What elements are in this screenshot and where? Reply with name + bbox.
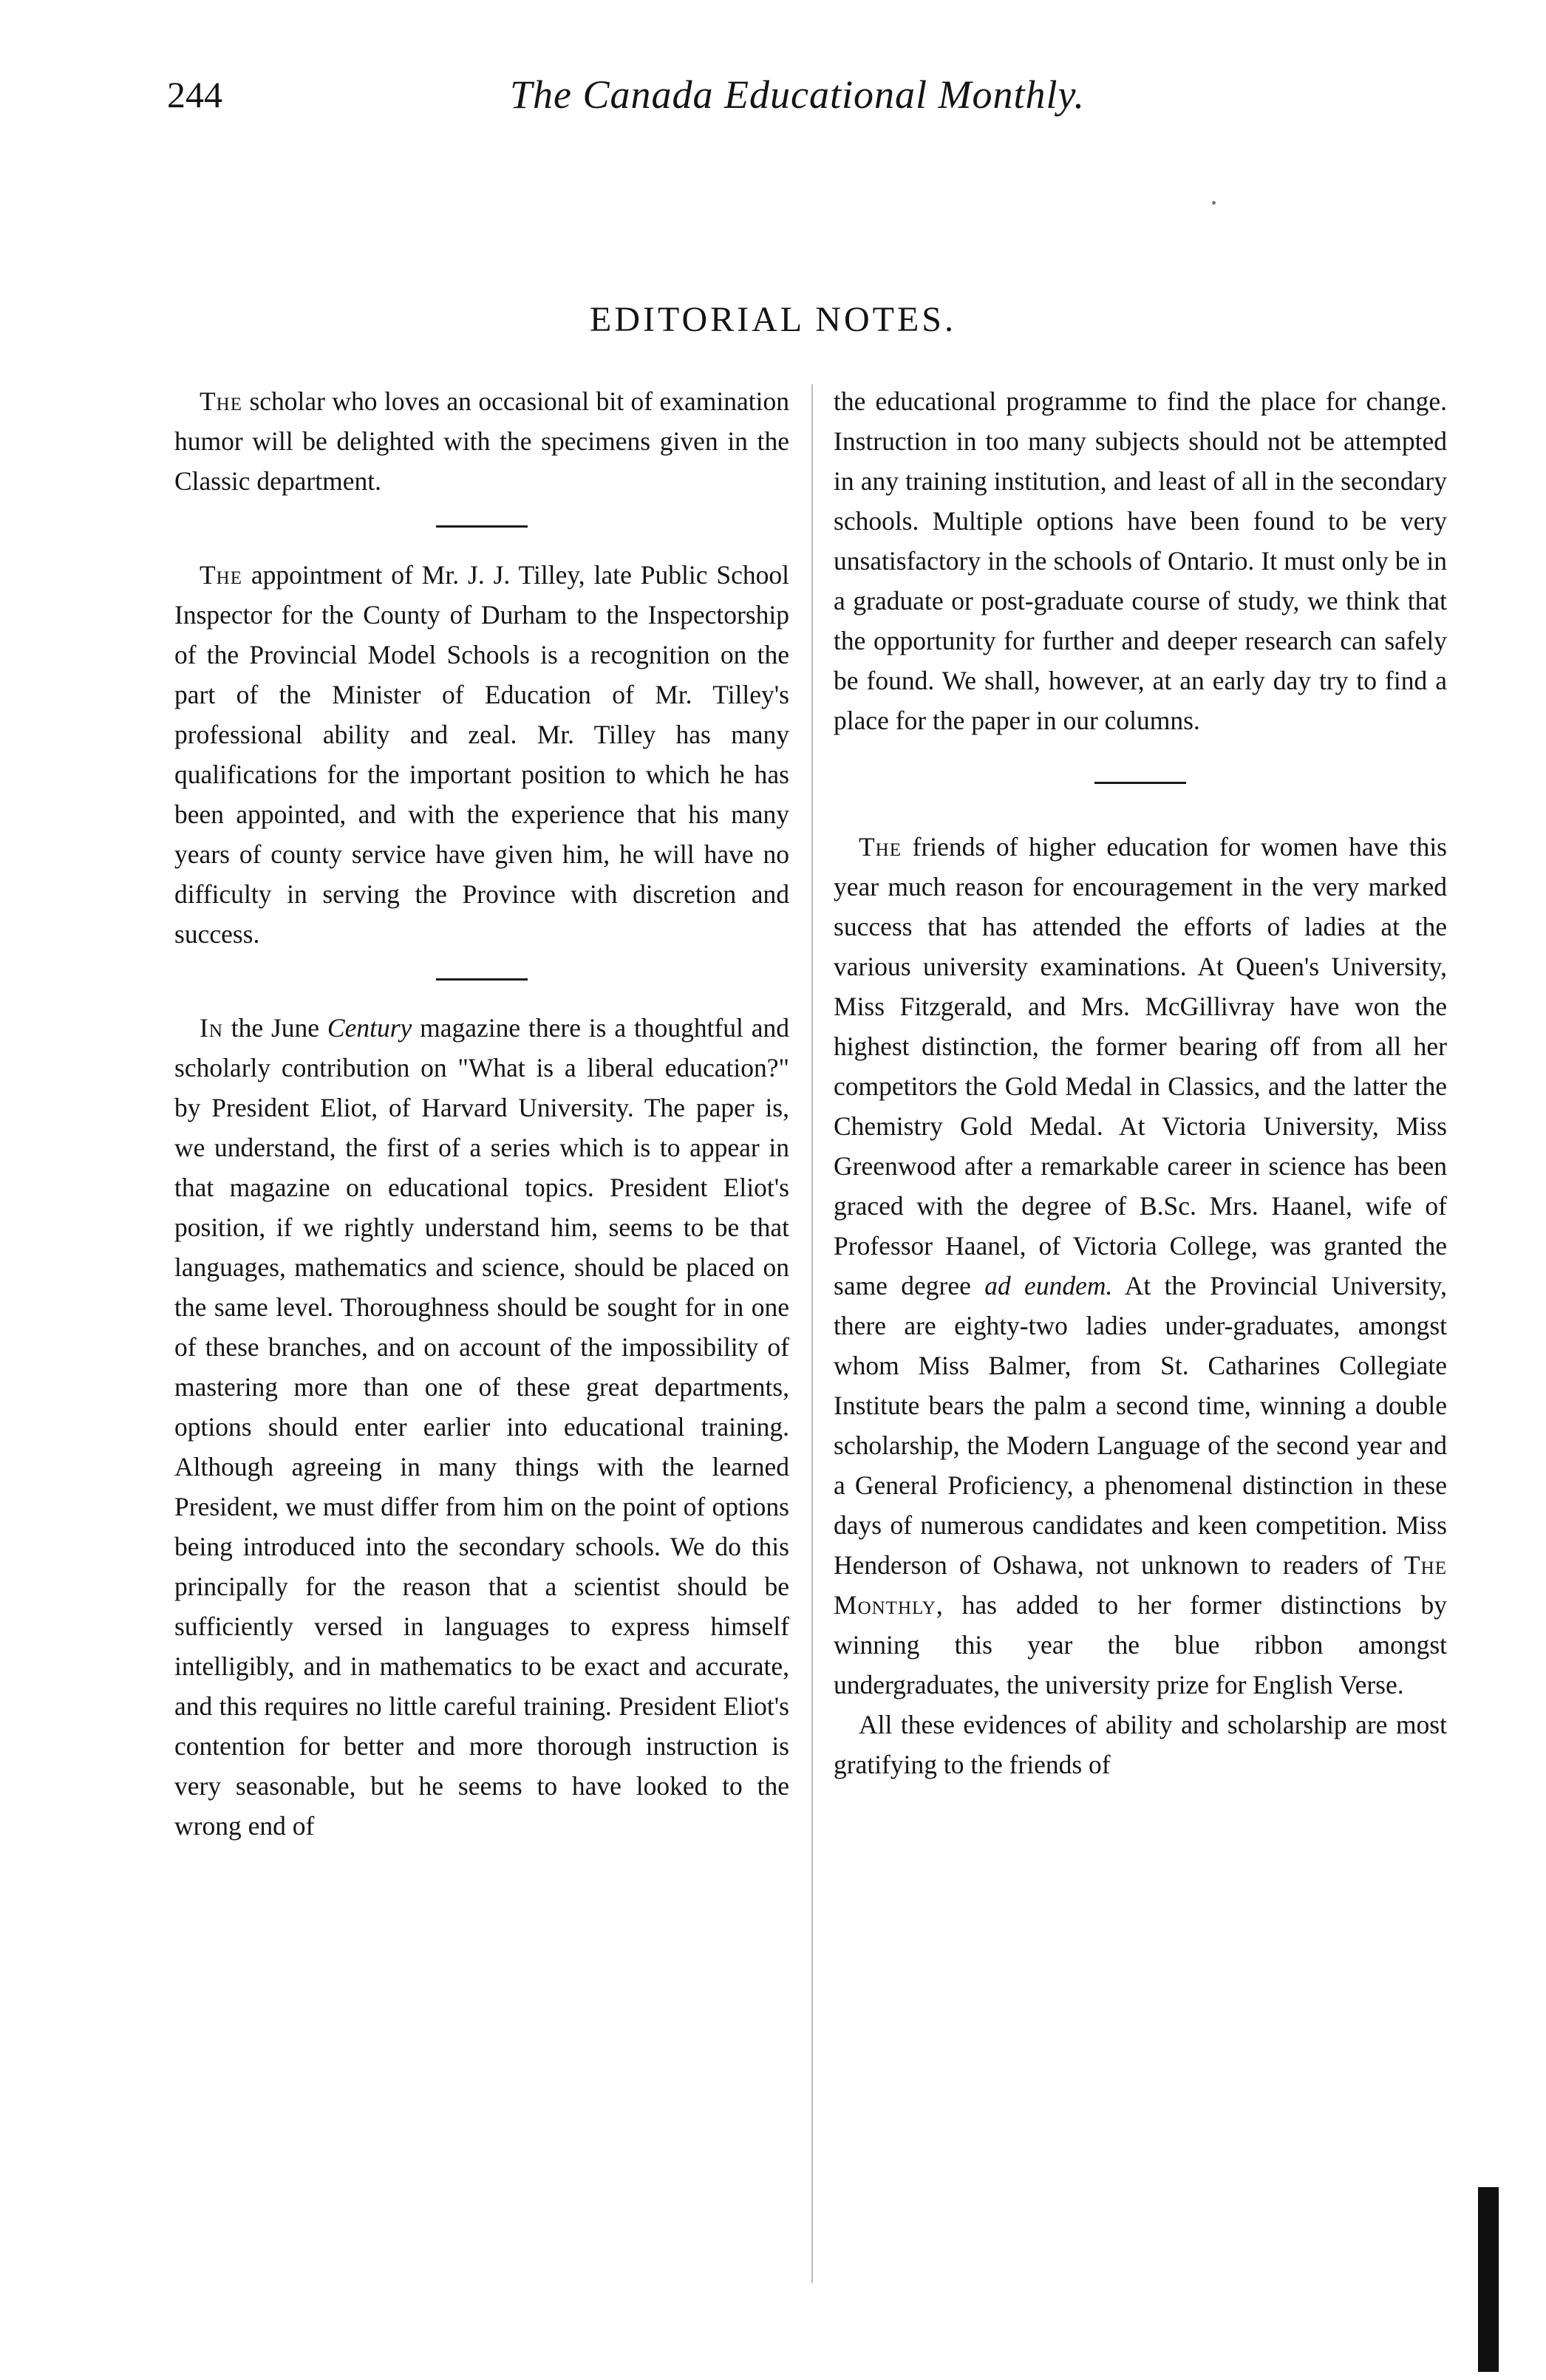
note-text: , has added to her former distinctions by winning this year the blue ribbon amongst undergraduates, the university prize for English Verse. bbox=[834, 1590, 1447, 1699]
section-rule bbox=[436, 525, 528, 528]
note-text: magazine there is a thoughtful and scholarly contribution on "What is a liberal education?" by President Eliot, of Harvard University. The paper is, we understand, the first of a series which is to appear in that magazine on educational topics. President Eliot's position, if we rightly understand him, seems to be that languages, mathematics and science, should be placed on the same level. Thoroughness should be sought for in one of these branches, and on account of the impossibility of mastering more than one of these great departments, options should enter earlier into educational training. Although agreeing in many things with the learned President, we must differ from him on the point of options being introduced into the secondary schools. We do this principally for the reason that a scientist should be sufficiently versed in languages to express himself intelligibly, and in mathematics to be exact and accurate, and this requires no little careful training. President Eliot's contention for better and more thorough instruction is very seasonable, but he seems to have looked to the wrong end of bbox=[174, 1013, 789, 1841]
section-rule bbox=[1094, 782, 1186, 784]
note-text: At the Provincial University, there are eighty-two ladies under-graduates, amongst whom Miss Balmer, from St. Catharines Collegiate Institute bears the palm a second time, winning a double scholarship, the Modern Language of the second year and a General Proficiency, a phenomenal distinction in these days of numerous candidates and keen competition. Miss Henderson of Oshawa, not unknown to readers of bbox=[834, 1271, 1447, 1580]
note-lead-word: The bbox=[200, 386, 243, 416]
journal-name: The Monthly bbox=[834, 1550, 1447, 1620]
section-title: EDITORIAL NOTES. bbox=[590, 300, 956, 339]
note-tilley-appointment bbox=[174, 555, 789, 954]
page-header bbox=[0, 65, 1546, 124]
note-higher-education-women bbox=[834, 827, 1447, 1705]
right-column bbox=[834, 381, 1447, 1784]
note-lead-word: The bbox=[859, 832, 902, 862]
print-speck bbox=[1212, 201, 1216, 205]
left-column bbox=[174, 381, 789, 1846]
note-classic-department bbox=[174, 381, 789, 501]
note-lead-word: In bbox=[200, 1013, 223, 1043]
note-text: appointment of Mr. J. J. Tilley, late Public School Inspector for the County of Durham to the Inspectorship of the Provincial Model Schools is a recognition on the part of the Minister of Education of Mr. Tilley's professional ability and zeal. Mr. Tilley has many qualifications for the important position to which he has been appointed, and with the experience that his many years of county service have given him, he will have no difficulty in serving the Province with discretion and success. bbox=[174, 560, 789, 949]
note-text: the educational programme to find the place for change. Instruction in too many subjects should not be attempted in any training institution, and least of all in the secondary schools. Multiple options have been found to be very unsatisfactory in the schools of Ontario. It must only be in a graduate or post-graduate course of study, we think that the opportunity for further and deeper research can safely be found. We shall, however, at an early day try to find a place for the paper in our columns. bbox=[834, 386, 1447, 735]
magazine-title: Century bbox=[327, 1013, 412, 1043]
page-number: 244 bbox=[167, 74, 222, 115]
note-lead-word: The bbox=[200, 560, 243, 590]
latin-phrase: ad eundem. bbox=[984, 1271, 1113, 1300]
note-text: All these evidences of ability and scholarship are most gratifying to the friends of bbox=[834, 1710, 1447, 1779]
journal-title: The Canada Educational Monthly. bbox=[510, 72, 1085, 117]
note-text: scholar who loves an occasional bit of examination humor will be delighted with the specimens given in the Classic department. bbox=[174, 386, 789, 496]
section-rule bbox=[436, 978, 528, 981]
column-divider bbox=[811, 384, 813, 2283]
note-text: the June bbox=[222, 1013, 327, 1043]
scan-edge-mark bbox=[1478, 2187, 1499, 2372]
note-liberal-education-continued bbox=[834, 381, 1447, 740]
note-liberal-education bbox=[174, 1008, 789, 1846]
note-evidences bbox=[834, 1705, 1447, 1784]
note-text: friends of higher education for women have this year much reason for encouragement in the very marked success that has attended the efforts of ladies at the various university examinations. At Queen's University, Miss Fitzgerald, and Mrs. McGillivray have won the highest distinction, the former bearing off from all her competitors the Gold Medal in Classics, and the latter the Chemistry Gold Medal. At Victoria University, Miss Greenwood after a remarkable career in science has been graced with the degree of B.Sc. Mrs. Haanel, wife of Professor Haanel, of Victoria College, was granted the same degree bbox=[834, 832, 1447, 1300]
